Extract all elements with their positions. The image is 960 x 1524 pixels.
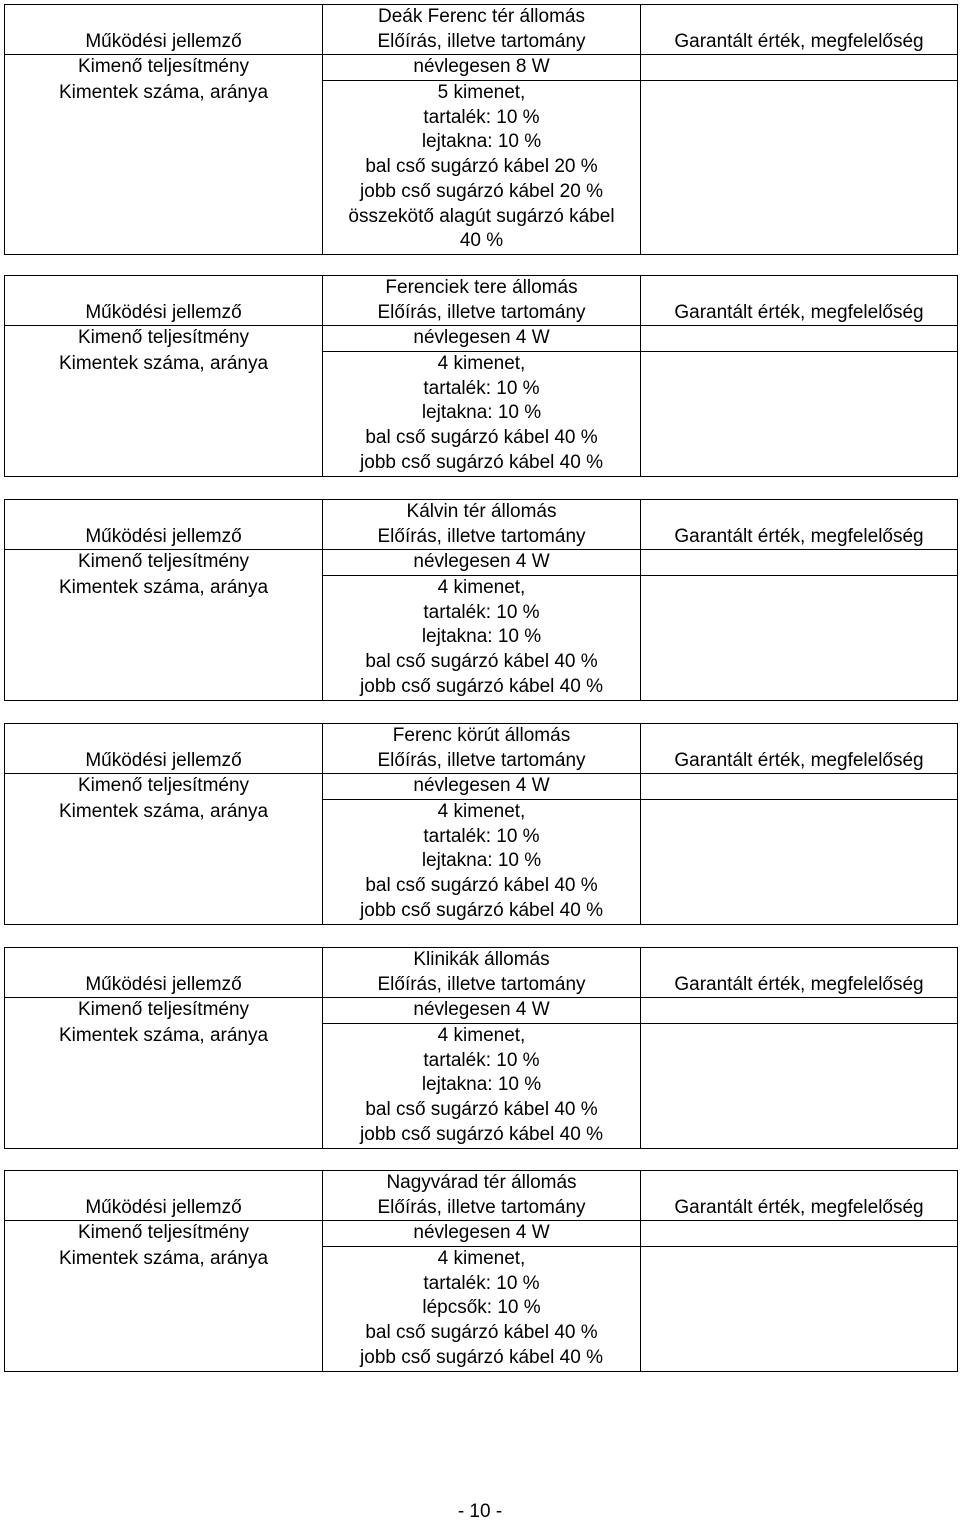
spacer (5, 948, 322, 973)
row-guaranteed-value (641, 55, 958, 81)
header-label: Működési jellemző (85, 301, 242, 323)
station-title: Ferenciek tere állomás (385, 277, 578, 298)
row-value (323, 55, 641, 81)
row-value-line: névlegesen 4 W (413, 775, 550, 797)
table-row (5, 774, 958, 800)
header-label: Garantált érték, megfelelőség (674, 749, 924, 771)
row-label (5, 1247, 323, 1371)
row-label (5, 1221, 323, 1247)
row-value (323, 998, 641, 1024)
row-value-line: bal cső sugárzó kábel 40 % (365, 875, 598, 897)
spacer (5, 5, 322, 30)
header-label: Előírás, illetve tartomány (377, 30, 586, 52)
header-label: Működési jellemző (85, 1196, 242, 1218)
row-value (323, 550, 641, 576)
header-label: Működési jellemző (85, 30, 242, 52)
row-guaranteed-value (641, 800, 958, 924)
row-guaranteed-value (641, 81, 958, 255)
header-cell-specification (323, 724, 641, 774)
row-guaranteed-value (641, 1247, 958, 1371)
row-value-line: tartalék: 10 % (423, 377, 540, 399)
header-label: Működési jellemző (85, 973, 242, 995)
header-cell-specification (323, 500, 641, 550)
header-label: Előírás, illetve tartomány (377, 525, 586, 547)
header-label: Garantált érték, megfelelőség (674, 30, 924, 52)
row-value-line: jobb cső sugárzó kábel 40 % (360, 675, 603, 697)
table-row (5, 1024, 958, 1148)
spacer (5, 1171, 322, 1196)
row-label-text: Kimenő teljesítmény (77, 56, 250, 78)
row-value-line: 4 kimenet, (437, 353, 526, 375)
spacer (5, 500, 322, 525)
row-value-line: tartalék: 10 % (423, 106, 540, 128)
table-row (5, 550, 958, 576)
row-value (323, 1024, 641, 1148)
station-table (4, 723, 958, 925)
header-cell-characteristic (5, 948, 323, 998)
header-cell-specification (323, 948, 641, 998)
header-cell-specification (323, 276, 641, 326)
row-value-line: lejtakna: 10 % (421, 131, 542, 153)
row-value-line: névlegesen 8 W (413, 56, 550, 78)
station-table (4, 275, 958, 477)
row-guaranteed-value (641, 774, 958, 800)
row-label-text: Kimenő teljesítmény (77, 327, 250, 349)
spacer (641, 948, 957, 973)
row-value-line: tartalék: 10 % (423, 601, 540, 623)
table-row (5, 81, 958, 255)
row-value (323, 326, 641, 352)
station-title: Nagyvárad tér állomás (386, 1172, 577, 1193)
row-value-line: jobb cső sugárzó kábel 40 % (360, 1123, 603, 1145)
header-label: Garantált érték, megfelelőség (674, 525, 924, 547)
spacer (641, 1171, 957, 1196)
station-table (4, 4, 958, 255)
table-row (5, 1247, 958, 1371)
row-value-line: névlegesen 4 W (413, 1222, 550, 1244)
row-guaranteed-value (641, 352, 958, 476)
row-label (5, 81, 323, 255)
station-table (4, 499, 958, 701)
row-label-text: Kimentek száma, aránya (58, 1247, 269, 1269)
header-cell-specification (323, 5, 641, 55)
table-row (5, 326, 958, 352)
header-label: Előírás, illetve tartomány (377, 1196, 586, 1218)
row-label (5, 998, 323, 1024)
station-table (4, 1170, 958, 1372)
row-value-line: tartalék: 10 % (423, 825, 540, 847)
header-cell-guaranteed (641, 5, 958, 55)
row-label-text: Kimentek száma, aránya (58, 576, 269, 598)
row-value-line: bal cső sugárzó kábel 40 % (365, 1322, 598, 1344)
row-value-line: lejtakna: 10 % (421, 850, 542, 872)
row-guaranteed-value (641, 1221, 958, 1247)
row-label-text: Kimentek száma, aránya (58, 1024, 269, 1046)
row-label (5, 576, 323, 700)
row-value-line: lejtakna: 10 % (421, 626, 542, 648)
header-label: Előírás, illetve tartomány (377, 973, 586, 995)
header-cell-guaranteed (641, 276, 958, 326)
spacer (641, 276, 957, 301)
row-label-text: Kimentek száma, aránya (58, 81, 269, 103)
station-title: Deák Ferenc tér állomás (378, 6, 585, 27)
row-value-line: 4 kimenet, (437, 801, 526, 823)
station-title: Klinikák állomás (413, 949, 550, 970)
row-value (323, 576, 641, 700)
row-value-line: névlegesen 4 W (413, 551, 550, 573)
header-label: Garantált érték, megfelelőség (674, 1196, 924, 1218)
row-value-line: jobb cső sugárzó kábel 40 % (360, 1346, 603, 1368)
row-guaranteed-value (641, 998, 958, 1024)
row-guaranteed-value (641, 576, 958, 700)
row-value-line: névlegesen 4 W (413, 327, 550, 349)
row-guaranteed-value (641, 326, 958, 352)
header-label: Előírás, illetve tartomány (377, 301, 586, 323)
header-cell-guaranteed (641, 1171, 958, 1221)
table-row (5, 998, 958, 1024)
header-cell-guaranteed (641, 724, 958, 774)
row-value-line: névlegesen 4 W (413, 999, 550, 1021)
table-row (5, 576, 958, 700)
header-label: Előírás, illetve tartomány (377, 749, 586, 771)
row-value-line: bal cső sugárzó kábel 40 % (365, 427, 598, 449)
row-label-text: Kimenő teljesítmény (77, 775, 250, 797)
row-value-line: 4 kimenet, (437, 1025, 526, 1047)
spacer (641, 500, 957, 525)
row-value (323, 1221, 641, 1247)
row-label (5, 352, 323, 476)
table-row (5, 800, 958, 924)
header-cell-characteristic (5, 276, 323, 326)
page-number: - 10 - (457, 1501, 503, 1522)
header-cell-guaranteed (641, 948, 958, 998)
header-label: Garantált érték, megfelelőség (674, 973, 924, 995)
row-value-line: jobb cső sugárzó kábel 40 % (360, 451, 603, 473)
row-value-line: összekötő alagút sugárzó kábel (348, 205, 615, 227)
row-value-line: bal cső sugárzó kábel 40 % (365, 651, 598, 673)
row-value (323, 352, 641, 476)
row-label-text: Kimenő teljesítmény (77, 1222, 250, 1244)
table-row (5, 352, 958, 476)
header-label: Garantált érték, megfelelőség (674, 301, 924, 323)
row-label-text: Kimenő teljesítmény (77, 551, 250, 573)
row-value-line: tartalék: 10 % (423, 1049, 540, 1071)
station-title: Ferenc körút állomás (392, 725, 571, 746)
row-label (5, 774, 323, 800)
station-title: Kálvin tér állomás (406, 501, 557, 522)
row-value-line: 40 % (459, 230, 504, 252)
row-value-line: bal cső sugárzó kábel 40 % (365, 1099, 598, 1121)
row-guaranteed-value (641, 1024, 958, 1148)
row-label (5, 550, 323, 576)
row-value-line: bal cső sugárzó kábel 20 % (365, 156, 598, 178)
row-value (323, 774, 641, 800)
header-label: Működési jellemző (85, 749, 242, 771)
row-label (5, 326, 323, 352)
row-value-line: 4 kimenet, (437, 577, 526, 599)
row-label (5, 1024, 323, 1148)
row-label-text: Kimentek száma, aránya (58, 352, 269, 374)
spacer (5, 276, 322, 301)
row-value (323, 800, 641, 924)
row-value (323, 1247, 641, 1371)
row-value-line: lejtakna: 10 % (421, 1074, 542, 1096)
spacer (641, 5, 957, 30)
header-cell-characteristic (5, 1171, 323, 1221)
station-table (4, 947, 958, 1149)
header-cell-guaranteed (641, 500, 958, 550)
header-cell-characteristic (5, 500, 323, 550)
header-label: Működési jellemző (85, 525, 242, 547)
row-value-line: lejtakna: 10 % (421, 402, 542, 424)
row-value-line: jobb cső sugárzó kábel 20 % (360, 180, 603, 202)
row-guaranteed-value (641, 550, 958, 576)
header-cell-specification (323, 1171, 641, 1221)
row-value-line: 4 kimenet, (437, 1248, 526, 1270)
row-label-text: Kimentek száma, aránya (58, 800, 269, 822)
header-cell-characteristic (5, 724, 323, 774)
spacer (641, 724, 957, 749)
row-label-text: Kimenő teljesítmény (77, 999, 250, 1021)
row-value-line: 5 kimenet, (437, 82, 526, 104)
row-value-line: tartalék: 10 % (423, 1272, 540, 1294)
table-row (5, 1221, 958, 1247)
table-row (5, 55, 958, 81)
row-value-line: jobb cső sugárzó kábel 40 % (360, 899, 603, 921)
spacer (5, 724, 322, 749)
row-value (323, 81, 641, 255)
row-label (5, 55, 323, 81)
row-value-line: lépcsők: 10 % (422, 1297, 541, 1319)
row-label (5, 800, 323, 924)
header-cell-characteristic (5, 5, 323, 55)
